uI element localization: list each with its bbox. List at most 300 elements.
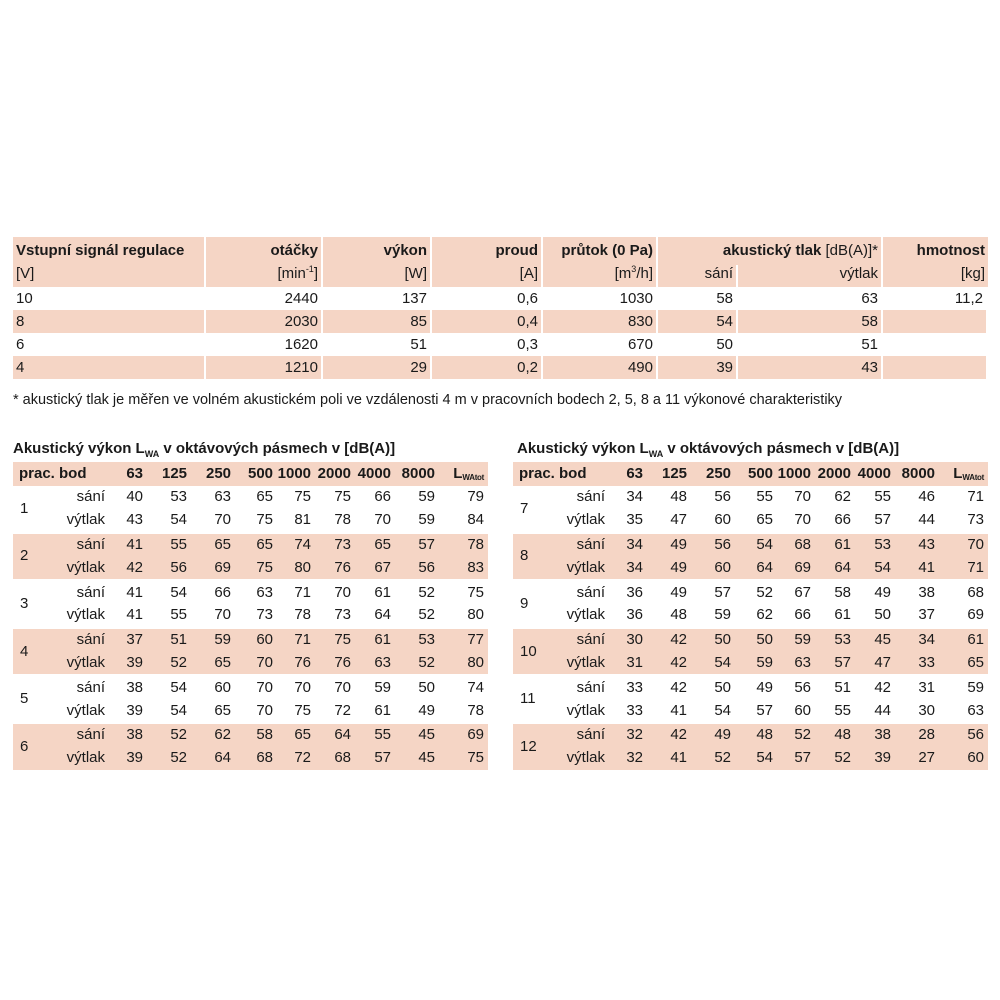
- band-value: 41: [126, 606, 144, 624]
- band-value: 31: [895, 674, 939, 699]
- table-row: [513, 509, 988, 532]
- band-value: 52: [147, 652, 191, 675]
- acoustic-title-rest: v oktávových pásmech v [dB(A)]: [663, 440, 900, 457]
- band-header: 63: [609, 462, 647, 486]
- power-unit: [W]: [323, 265, 432, 287]
- discharge-label: výtlak: [66, 606, 106, 624]
- band-value: 50: [691, 627, 735, 652]
- band-value: 63: [777, 652, 815, 675]
- flow-unit-text: [m: [614, 265, 632, 282]
- total-value: 80: [439, 652, 488, 675]
- band-value: 34: [609, 532, 647, 557]
- table-row: [13, 333, 988, 356]
- band-value: 54: [735, 747, 777, 770]
- band-value: 35: [626, 511, 644, 529]
- table-row: [13, 699, 488, 722]
- band-value: 59: [191, 627, 235, 652]
- band-value: 74: [277, 532, 315, 557]
- point-number: 4: [13, 627, 59, 675]
- band-value: 48: [670, 606, 688, 624]
- band-value: 76: [277, 652, 315, 675]
- band-value: 36: [609, 579, 647, 604]
- band-value: 61: [834, 606, 852, 624]
- band-value: 34: [895, 627, 939, 652]
- table-row: [513, 652, 988, 675]
- rpm-cell: 1620: [206, 333, 323, 356]
- table-row: [13, 627, 488, 652]
- band-value: 63: [214, 488, 232, 506]
- table-row: [513, 674, 988, 699]
- band-value: 54: [147, 579, 191, 604]
- band-value: 54: [170, 511, 188, 529]
- band-value: 51: [815, 674, 855, 699]
- band-value: 64: [315, 722, 355, 747]
- band-value: 54: [714, 701, 732, 719]
- band-header: 2000: [815, 462, 855, 486]
- band-value: 65: [191, 532, 235, 557]
- sound-header-unit: [dB(A)]*: [825, 242, 878, 259]
- band-value: 65: [256, 488, 274, 506]
- band-value: 55: [355, 722, 395, 747]
- table-row: [13, 509, 488, 532]
- signal-cell: 10: [13, 287, 206, 310]
- total-value: 60: [939, 747, 988, 770]
- band-value: 58: [815, 579, 855, 604]
- band-value: 49: [647, 556, 691, 579]
- flow-cell: 1030: [543, 287, 658, 310]
- band-value: 48: [670, 488, 688, 506]
- point-header: prac. bod: [513, 462, 609, 486]
- band-value: 80: [277, 556, 315, 579]
- band-value: 70: [315, 674, 355, 699]
- band-value: 64: [815, 556, 855, 579]
- signal-unit: [V]: [13, 265, 206, 287]
- band-value: 72: [334, 701, 352, 719]
- band-value: 57: [355, 747, 395, 770]
- band-value: 41: [670, 701, 688, 719]
- band-value: 75: [294, 488, 312, 506]
- point-number: 6: [13, 722, 59, 770]
- band-value: 50: [735, 627, 777, 652]
- acoustic-title-rest: v oktávových pásmech v [dB(A)]: [159, 440, 396, 457]
- band-value: 45: [395, 722, 439, 747]
- band-header: 250: [691, 462, 735, 486]
- band-value: 42: [647, 652, 691, 675]
- suction-label: sání: [59, 722, 109, 747]
- flow-cell: 670: [543, 333, 658, 356]
- discharge-cell: 58: [738, 310, 883, 333]
- band-value: 50: [691, 674, 735, 699]
- flow-unit: [543, 265, 658, 287]
- rpm-cell: 2030: [206, 310, 323, 333]
- band-value: 45: [395, 747, 439, 770]
- acoustic-table-right: [513, 462, 988, 770]
- band-value: 41: [109, 532, 147, 557]
- total-value: 68: [939, 579, 988, 604]
- total-header: [439, 462, 488, 486]
- band-value: 55: [834, 701, 852, 719]
- discharge-label: výtlak: [59, 652, 109, 675]
- band-value: 75: [334, 488, 352, 506]
- acoustic-title-right: [517, 440, 899, 457]
- band-value: 39: [109, 747, 147, 770]
- band-value: 52: [418, 606, 436, 624]
- suction-cell: 54: [658, 310, 738, 333]
- band-value: 59: [418, 511, 436, 529]
- point-number: 3: [13, 579, 59, 627]
- band-value: 60: [691, 556, 735, 579]
- total-value: 59: [939, 674, 988, 699]
- band-value: 51: [147, 627, 191, 652]
- band-value: 61: [374, 701, 392, 719]
- total-value: 61: [939, 627, 988, 652]
- point-number: 9: [513, 579, 559, 627]
- band-value: 57: [815, 652, 855, 675]
- acoustic-title-sub: WA: [648, 449, 664, 459]
- band-header: 250: [191, 462, 235, 486]
- discharge-label: výtlak: [66, 511, 106, 529]
- flow-unit-sup: 3: [631, 264, 637, 274]
- acoustic-title-sub: WA: [144, 449, 160, 459]
- band-value: 70: [235, 652, 277, 675]
- flow-header: průtok (0 Pa): [543, 237, 658, 265]
- band-value: 52: [777, 722, 815, 747]
- band-value: 37: [109, 627, 147, 652]
- band-value: 52: [395, 579, 439, 604]
- current-cell: 0,4: [432, 310, 543, 333]
- current-cell: 0,2: [432, 356, 543, 379]
- header-row: [513, 462, 988, 486]
- band-value: 52: [147, 747, 191, 770]
- band-value: 57: [874, 511, 892, 529]
- band-value: 65: [214, 701, 232, 719]
- band-value: 34: [626, 488, 644, 506]
- table-row: [13, 287, 988, 310]
- band-value: 38: [855, 722, 895, 747]
- band-value: 63: [355, 652, 395, 675]
- band-value: 42: [855, 674, 895, 699]
- band-value: 41: [109, 579, 147, 604]
- band-value: 39: [109, 652, 147, 675]
- suction-label: sání: [59, 674, 109, 699]
- band-value: 53: [815, 627, 855, 652]
- total-header: [939, 462, 988, 486]
- total-value: 65: [939, 652, 988, 675]
- band-value: 76: [315, 556, 355, 579]
- band-value: 57: [395, 532, 439, 557]
- rpm-header: otáčky: [206, 237, 323, 265]
- band-value: 59: [418, 488, 436, 506]
- acoustic-title-left: [13, 440, 395, 457]
- point-number: 2: [13, 532, 59, 580]
- band-value: 76: [315, 652, 355, 675]
- band-value: 78: [334, 511, 352, 529]
- point-number: 1: [20, 499, 29, 517]
- table-row: [513, 722, 988, 747]
- band-value: 54: [170, 701, 188, 719]
- band-header: 4000: [855, 462, 895, 486]
- unit-row: [13, 265, 988, 287]
- signal-header: Vstupní signál regulace: [13, 237, 206, 265]
- suction-label: sání: [559, 579, 609, 604]
- band-value: 27: [895, 747, 939, 770]
- band-value: 73: [256, 606, 274, 624]
- flow-cell: 490: [543, 356, 658, 379]
- total-value: 75: [439, 747, 488, 770]
- power-cell: 51: [323, 333, 432, 356]
- band-value: 42: [647, 627, 691, 652]
- table-row: [513, 556, 988, 579]
- table-row: [513, 579, 988, 604]
- band-header: 4000: [355, 462, 395, 486]
- band-value: 49: [855, 579, 895, 604]
- band-value: 73: [334, 606, 352, 624]
- suction-label: sání: [59, 532, 109, 557]
- band-value: 60: [794, 701, 812, 719]
- band-value: 28: [895, 722, 939, 747]
- suction-label: sání: [559, 722, 609, 747]
- total-header-sub: WAtot: [962, 473, 985, 482]
- band-value: 30: [918, 701, 936, 719]
- discharge-cell: 63: [738, 287, 883, 310]
- suction-label: sání: [576, 488, 606, 506]
- weight-cell: [883, 310, 988, 333]
- band-value: 62: [756, 606, 774, 624]
- discharge-label: výtlak: [559, 747, 609, 770]
- total-value: 83: [439, 556, 488, 579]
- band-value: 53: [855, 532, 895, 557]
- band-value: 70: [277, 674, 315, 699]
- band-value: 58: [235, 722, 277, 747]
- discharge-label: výtlak: [66, 701, 106, 719]
- band-header: 63: [109, 462, 147, 486]
- band-header: 2000: [315, 462, 355, 486]
- band-value: 61: [355, 627, 395, 652]
- total-value: 71: [967, 488, 985, 506]
- discharge-label: výtlak: [566, 606, 606, 624]
- header-row: [13, 237, 988, 265]
- band-value: 65: [277, 722, 315, 747]
- discharge-label: výtlak: [566, 511, 606, 529]
- suction-label: sání: [59, 627, 109, 652]
- band-header: 500: [235, 462, 277, 486]
- band-value: 54: [691, 652, 735, 675]
- band-value: 60: [235, 627, 277, 652]
- header-row: [13, 462, 488, 486]
- band-value: 59: [735, 652, 777, 675]
- band-value: 67: [777, 579, 815, 604]
- footnote: * akustický tlak je měřen ve volném akustickém poli ve vzdálenosti 4 m v pracovních bodech 2, 5, 8 a 11 výkonové charakteristiky: [13, 392, 843, 408]
- band-value: 30: [609, 627, 647, 652]
- performance-table: [13, 237, 988, 379]
- table-row: [13, 652, 488, 675]
- band-value: 56: [714, 488, 732, 506]
- band-value: 49: [735, 674, 777, 699]
- band-value: 56: [691, 532, 735, 557]
- suction-cell: 50: [658, 333, 738, 356]
- rpm-unit-close: ]: [313, 265, 318, 282]
- band-value: 63: [235, 579, 277, 604]
- table-row: [513, 699, 988, 722]
- table-row: [513, 747, 988, 770]
- band-value: 70: [794, 511, 812, 529]
- band-value: 64: [735, 556, 777, 579]
- signal-cell: 6: [13, 333, 206, 356]
- band-value: 49: [691, 722, 735, 747]
- band-value: 42: [109, 556, 147, 579]
- band-value: 70: [235, 674, 277, 699]
- table-row: [13, 674, 488, 699]
- total-header-text: L: [453, 465, 463, 482]
- acoustic-title-text: Akustický výkon L: [517, 440, 649, 457]
- band-value: 48: [735, 722, 777, 747]
- total-value: 69: [967, 606, 985, 624]
- point-number: 11: [513, 674, 559, 722]
- band-value: 55: [756, 488, 774, 506]
- table-row: [13, 556, 488, 579]
- band-value: 70: [214, 606, 232, 624]
- band-value: 54: [147, 674, 191, 699]
- band-value: 40: [126, 488, 144, 506]
- band-value: 69: [777, 556, 815, 579]
- power-header: výkon: [323, 237, 432, 265]
- rpm-unit-text: [min: [277, 265, 306, 282]
- suction-label: sání: [76, 488, 106, 506]
- band-value: 65: [235, 532, 277, 557]
- band-value: 66: [794, 606, 812, 624]
- band-value: 43: [126, 511, 144, 529]
- band-value: 61: [815, 532, 855, 557]
- band-value: 59: [714, 606, 732, 624]
- band-value: 32: [609, 747, 647, 770]
- table-row: [13, 579, 488, 604]
- band-value: 75: [294, 701, 312, 719]
- band-value: 54: [855, 556, 895, 579]
- weight-cell: 11,2: [883, 287, 988, 310]
- point-number: 8: [513, 532, 559, 580]
- band-value: 49: [647, 532, 691, 557]
- table-row: [513, 604, 988, 627]
- band-value: 38: [895, 579, 939, 604]
- band-value: 56: [147, 556, 191, 579]
- band-value: 47: [670, 511, 688, 529]
- band-value: 65: [756, 511, 774, 529]
- band-value: 41: [895, 556, 939, 579]
- power-cell: 29: [323, 356, 432, 379]
- power-cell: 137: [323, 287, 432, 310]
- sound-header-label: akustický tlak: [722, 242, 822, 259]
- band-value: 71: [277, 627, 315, 652]
- band-value: 49: [647, 579, 691, 604]
- band-value: 60: [714, 511, 732, 529]
- discharge-label: výtlak: [59, 556, 109, 579]
- discharge-label: výtlak: [559, 652, 609, 675]
- point-number: 12: [513, 722, 559, 770]
- band-value: 62: [191, 722, 235, 747]
- suction-cell: 58: [658, 287, 738, 310]
- band-value: 64: [374, 606, 392, 624]
- band-value: 57: [756, 701, 774, 719]
- rpm-unit-sup: -1: [305, 264, 314, 274]
- current-header: proud: [432, 237, 543, 265]
- band-value: 62: [834, 488, 852, 506]
- suction-label: sání: [559, 532, 609, 557]
- band-value: 34: [609, 556, 647, 579]
- band-value: 43: [895, 532, 939, 557]
- table-row: [13, 532, 488, 557]
- band-value: 72: [277, 747, 315, 770]
- table-row: [13, 356, 988, 379]
- band-value: 66: [834, 511, 852, 529]
- band-value: 39: [126, 701, 144, 719]
- band-value: 61: [355, 579, 395, 604]
- band-value: 75: [235, 556, 277, 579]
- total-value: 69: [439, 722, 488, 747]
- total-value: 75: [439, 579, 488, 604]
- band-value: 75: [256, 511, 274, 529]
- weight-cell: [883, 333, 988, 356]
- total-value: 74: [439, 674, 488, 699]
- rpm-unit: [206, 265, 323, 287]
- band-value: 60: [191, 674, 235, 699]
- band-value: 66: [374, 488, 392, 506]
- band-value: 49: [418, 701, 436, 719]
- band-value: 55: [874, 488, 892, 506]
- performance-rows: [13, 287, 988, 379]
- band-value: 70: [315, 579, 355, 604]
- total-value: 56: [939, 722, 988, 747]
- table-row: [513, 486, 988, 509]
- band-value: 66: [191, 579, 235, 604]
- band-value: 50: [395, 674, 439, 699]
- discharge-cell: 51: [738, 333, 883, 356]
- band-value: 71: [277, 579, 315, 604]
- band-value: 59: [355, 674, 395, 699]
- band-value: 81: [294, 511, 312, 529]
- table-row: [13, 486, 488, 509]
- band-value: 47: [855, 652, 895, 675]
- band-value: 68: [777, 532, 815, 557]
- band-value: 55: [147, 532, 191, 557]
- table-row: [513, 627, 988, 652]
- band-value: 32: [609, 722, 647, 747]
- signal-cell: 4: [13, 356, 206, 379]
- band-value: 36: [626, 606, 644, 624]
- band-value: 53: [395, 627, 439, 652]
- suction-label: sání: [59, 579, 109, 604]
- band-value: 57: [691, 579, 735, 604]
- total-value: 73: [967, 511, 985, 529]
- point-number: 10: [513, 627, 559, 675]
- discharge-subheader: výtlak: [738, 265, 883, 287]
- suction-label: sání: [559, 674, 609, 699]
- band-header: 1000: [277, 462, 315, 486]
- total-value: 80: [467, 606, 485, 624]
- point-header: prac. bod: [13, 462, 109, 486]
- band-value: 33: [609, 674, 647, 699]
- discharge-cell: 43: [738, 356, 883, 379]
- point-number: 5: [13, 674, 59, 722]
- band-header: 125: [647, 462, 691, 486]
- band-value: 42: [647, 722, 691, 747]
- current-cell: 0,3: [432, 333, 543, 356]
- band-value: 70: [214, 511, 232, 529]
- discharge-label: výtlak: [566, 701, 606, 719]
- band-value: 54: [735, 532, 777, 557]
- band-value: 38: [109, 722, 147, 747]
- weight-header: hmotnost: [883, 237, 988, 265]
- band-value: 50: [874, 606, 892, 624]
